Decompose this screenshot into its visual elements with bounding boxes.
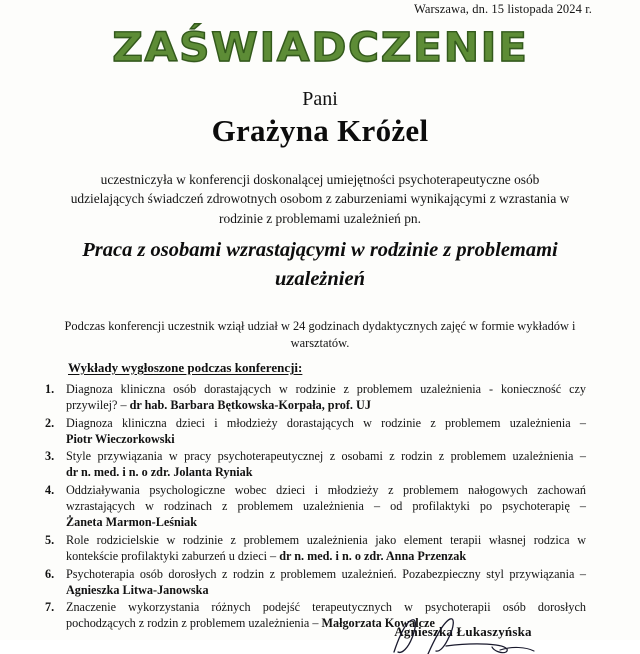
lecture-text bbox=[66, 532, 596, 564]
lecture-number: 1. bbox=[45, 382, 55, 396]
lecture-text bbox=[66, 482, 596, 530]
lecture-topic: Oddziaływania psychologiczne wobec dzieci i młodzieży z problemem nałogowych zachowań wzrastających w rodzinach z problemem uzależnienia – od profilaktyki po psychoterapię – bbox=[66, 483, 586, 514]
lecturer-name: Małgorzata Kowalcze bbox=[321, 616, 435, 631]
lecturer-name: dr hab. Barbara Bętkowska-Korpała, prof. UJ bbox=[129, 398, 371, 413]
lecture-topic: Diagnoza kliniczna osób dorastających w rodzinie z problemem uzależnienia - konieczność czy przywilej? – bbox=[66, 382, 586, 413]
lecture-text bbox=[66, 448, 596, 480]
intro-paragraph: uczestniczyła w konferencji doskonalącej umiejętności psychoterapeutyczne osób udzielających świadczeń zdrowotnych osobom z zaburzeniami wynikającymi z wzrastania w rodzinie z problemami uzależnień pn. bbox=[70, 172, 570, 226]
lectures-list bbox=[40, 381, 596, 633]
lecture-item bbox=[40, 415, 596, 447]
lecture-item bbox=[40, 566, 596, 598]
signature-name: Agnieszka Łukaszyńska bbox=[394, 624, 532, 639]
lecture-number: 6. bbox=[45, 566, 55, 581]
lecture-topic: Role rodzicielskie w rodzinie z problemem uzależnienia jako element terapii własnej rodzica w kontekście profilaktyki zaburzeń u dzieci – bbox=[66, 532, 586, 563]
lecturer-name: dr n. med. i n. o zdr. Anna Przenzak bbox=[279, 548, 467, 563]
lectures-heading: Wykłady wygłoszone podczas konferencji: bbox=[68, 360, 303, 375]
lecture-topic: Znaczenie wykorzystania różnych podejść terapeutycznych w psychoterapii osób dorosłych pochodzących z rodzin z problemem uzależnienia – bbox=[66, 600, 586, 631]
lecture-topic: Style przywiązania w pracy psychoterapeutycznej z osobami z rodzin z problemem uzależnienia – bbox=[66, 449, 586, 464]
lecture-number: 4. bbox=[45, 483, 55, 498]
lecturer-name: Agnieszka Litwa-Janowska bbox=[66, 582, 209, 597]
lecture-topic: Psychoterapia osób dorosłych z rodzin z problemem uzależnień. Pozabezpieczny styl przywiązania – bbox=[66, 566, 586, 581]
lecture-number: 7. bbox=[45, 600, 55, 615]
lecture-text bbox=[66, 566, 596, 598]
signature-block bbox=[338, 624, 588, 640]
lecture-item bbox=[40, 532, 596, 564]
lecture-number: 3. bbox=[45, 449, 55, 464]
lecturer-name: dr n. med. i n. o zdr. Jolanta Ryniak bbox=[66, 465, 253, 480]
lecture-text bbox=[66, 415, 596, 447]
lecture-item bbox=[40, 448, 596, 480]
place-and-date: Warszawa, dn. 15 listopada 2024 r. bbox=[413, 2, 592, 16]
salutation: Pani bbox=[302, 88, 338, 110]
lecture-number: 2. bbox=[45, 415, 55, 430]
page-title: ZAŚWIADCZENIE bbox=[111, 25, 529, 71]
conference-title: Praca z osobami wzrastającymi w rodzinie z problemami uzależnień bbox=[82, 239, 558, 291]
lecture-number: 5. bbox=[45, 532, 55, 547]
lecture-item bbox=[40, 482, 596, 530]
title-container bbox=[0, 25, 640, 71]
lecturer-name: Piotr Wieczorkowski bbox=[66, 431, 175, 446]
hours-note: Podczas konferencji uczestnik wziął udział w 24 godzinach dydaktycznych zajęć w formie wykładów i warsztatów. bbox=[64, 319, 576, 351]
lecture-text bbox=[66, 381, 596, 413]
recipient-name: Grażyna Króżel bbox=[211, 113, 429, 148]
lecture-item bbox=[40, 381, 596, 413]
lecture-topic: Diagnoza kliniczna dzieci i młodzieży dorastających w rodzinie z problemem uzależnienia – bbox=[66, 415, 586, 430]
lecturer-name: Żaneta Marmon-Leśniak bbox=[66, 515, 198, 530]
